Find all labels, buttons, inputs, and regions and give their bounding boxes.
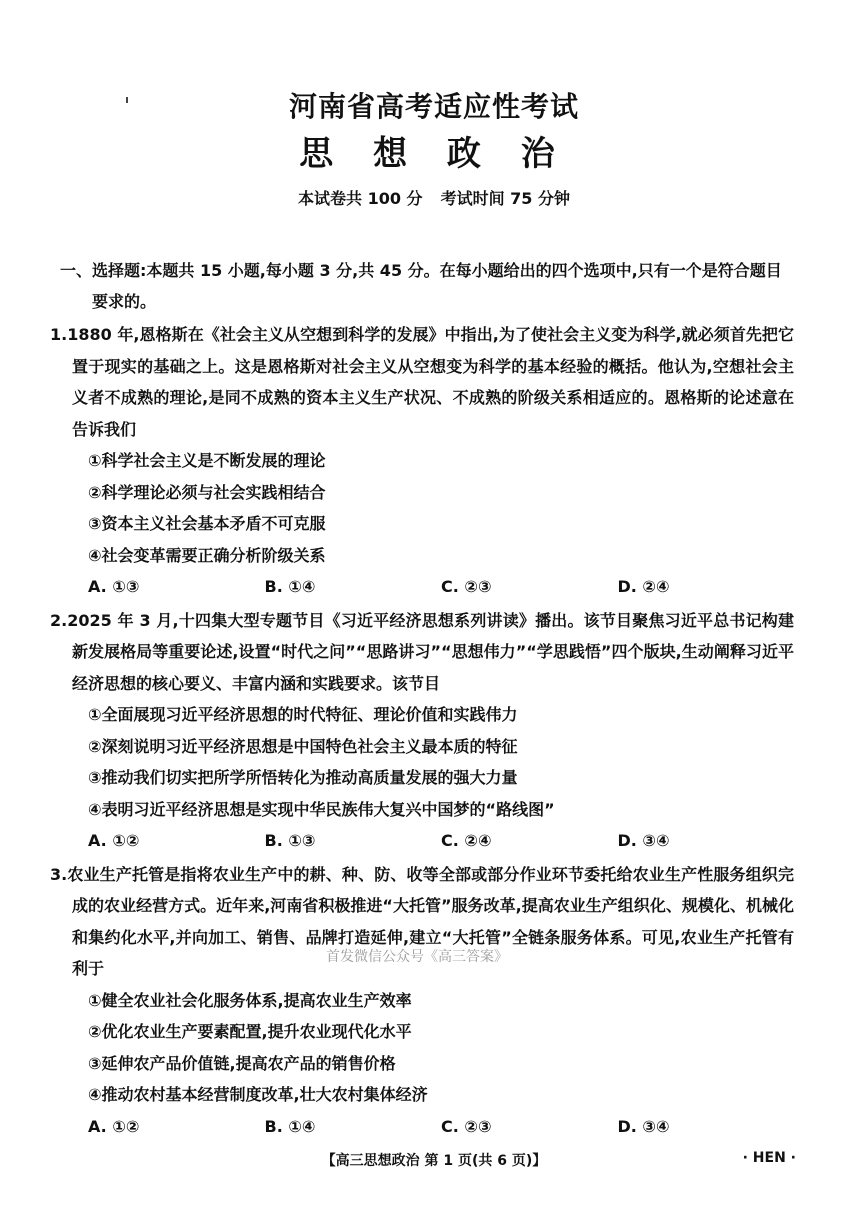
exam-meta [0,186,868,209]
choice-c: C. ②③ [441,1116,492,1136]
exam-content [50,255,794,1142]
answer-choices [64,571,794,603]
statement-item: ②深刻说明习近平经济思想是中国特色社会主义最本质的特征 [88,736,518,756]
statement-item: ③延伸农产品价值链,提高农产品的销售价格 [88,1053,396,1073]
statement-item: ①全面展现习近平经济思想的时代特征、理论价值和实践伟力 [88,705,518,724]
question-3 [50,859,794,1143]
statement-item: ④表明习近平经济思想是实现中华民族伟大复兴中国梦的“路线图” [88,799,555,819]
watermark-text: 首发微信公众号《高三答案》 [326,949,508,965]
question-1 [50,319,794,603]
statement-item: ①健全农业社会化服务体系,提高农业生产效率 [88,990,412,1010]
statement-item: ③推动我们切实把所学所悟转化为推动高质量发展的强大力量 [88,768,518,787]
statement-item: ②科学理论必须与社会实践相结合 [88,482,326,502]
question-stem: 1.1880 年,恩格斯在《社会主义从空想到科学的发展》中指出,为了使社会主义变为科学,就必须首先把它置于现实的基础之上。这是恩格斯对社会主义从空想变为科学的基本经验的概括。他认为,空想社会主义者不成熟的理论,是同不成熟的资本主义生产状况、不成熟的阶级关系相适应的。恩格斯的论述意在告诉我们 [50,325,794,439]
choice-b: B. ①④ [264,577,316,596]
choice-c: C. ②③ [441,577,492,596]
choice-c: C. ②④ [441,831,492,850]
section-heading: 一、选择题:本题共 15 小题,每小题 3 分,共 45 分。在每小题给出的四个选项中,只有一个是符合题目要求的。 [60,261,782,311]
choice-d: D. ②④ [617,577,670,596]
answer-choices [64,1111,794,1143]
choice-a: A. ①② [88,1116,140,1136]
score-info: 本试卷共 100 分 [298,189,423,208]
time-info: 考试时间 75 分钟 [440,189,570,208]
subject-title: 思 想 政 治 [299,134,569,174]
choice-b: B. ①④ [264,1116,316,1136]
statement-item: ②优化农业生产要素配置,提升农业现代化水平 [88,1022,412,1041]
footer-code: · HEN · [742,1150,796,1166]
choice-d: D. ③④ [617,1116,670,1136]
statement-item: ④推动农村基本经营制度改革,壮大农村集体经济 [88,1085,428,1104]
question-stem: 2.2025 年 3 月,十四集大型专题节目《习近平经济思想系列讲读》播出。该节目聚焦习近平总书记构建新发展格局等重要论述,设置“时代之问”“思路讲习”“思想伟力”“学思践悟”四个版块,生动阐释习近平经济思想的核心要义、丰富内涵和实践要求。该节目 [50,610,794,693]
question-2 [50,605,794,857]
page-footer: 【高三思想政治 第 1 页(共 6 页)】 [321,1153,547,1169]
choice-b: B. ①③ [264,831,316,850]
choice-a: A. ①③ [88,577,140,596]
answer-choices [64,825,794,857]
exam-title: 河南省高考适应性考试 [288,90,579,123]
statement-item: ①科学社会主义是不断发展的理论 [88,451,326,470]
statement-item: ④社会变革需要正确分析阶级关系 [88,545,326,565]
choice-a: A. ①② [88,831,140,850]
statement-item: ③资本主义社会基本矛盾不可克服 [88,514,326,533]
question-stem: 3.农业生产托管是指将农业生产中的耕、种、防、收等全部或部分作业环节委托给农业生产性服务组织完成的农业经营方式。近年来,河南省积极推进“大托管”服务改革,提高农业生产组织化、规模化、机械化和集约化水平,并向加工、销售、品牌打造延伸,建立“大托管”全链条服务体系。可见,农业生产托管有利于 [50,864,794,978]
choice-d: D. ③④ [617,831,670,850]
